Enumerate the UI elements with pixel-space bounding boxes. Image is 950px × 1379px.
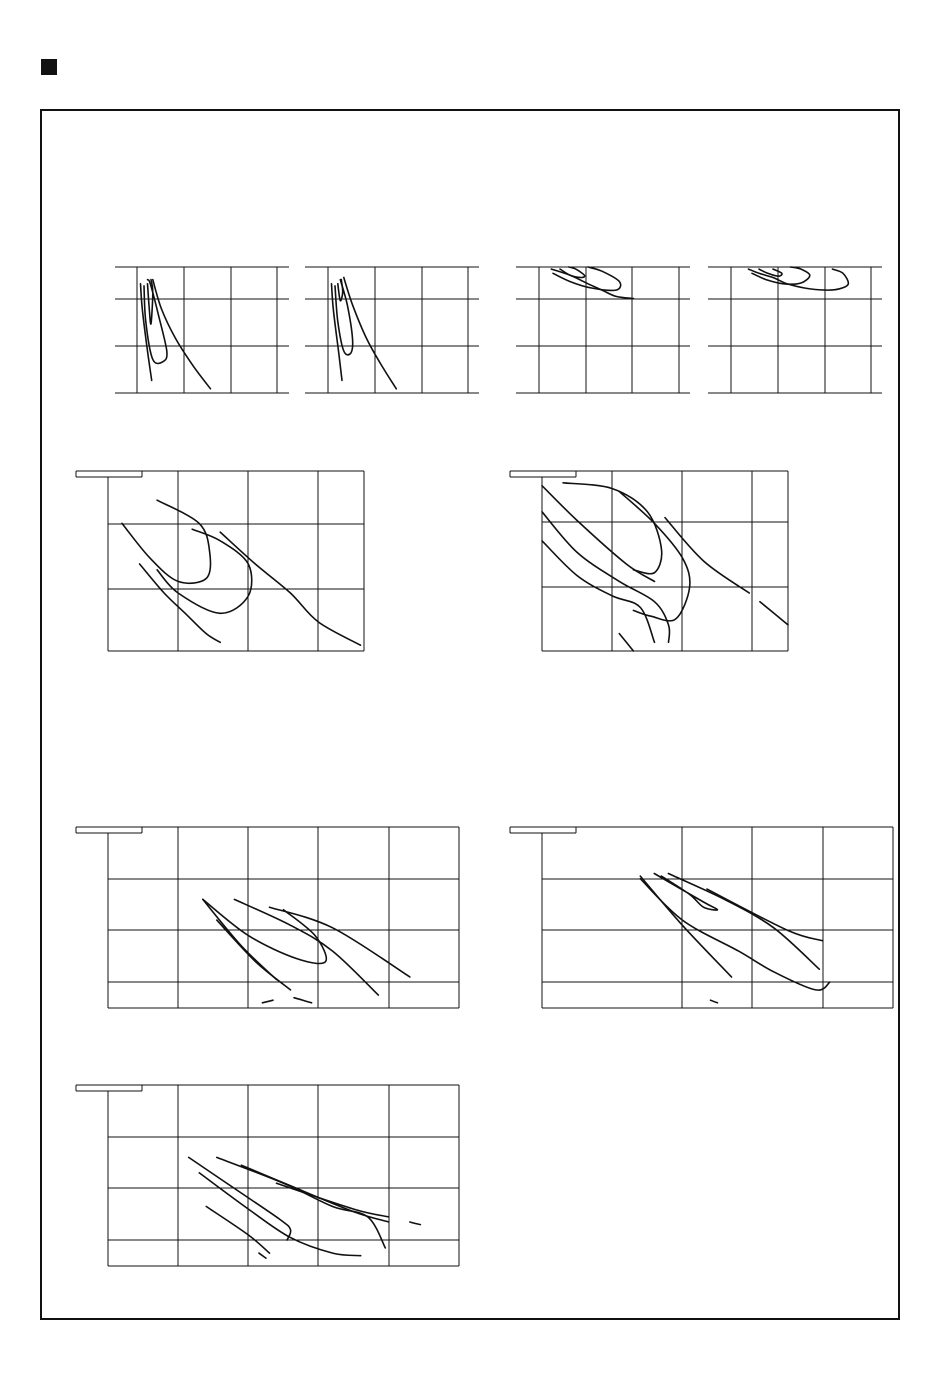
medium-chart-2	[509, 470, 791, 654]
curves	[122, 500, 361, 645]
curve-1	[122, 500, 211, 583]
curve-6	[711, 1000, 718, 1003]
curves	[203, 899, 410, 1002]
medium-chart-1	[75, 470, 367, 654]
large-chart-2	[509, 826, 896, 1011]
small-chart-1	[115, 266, 291, 396]
large-chart-3	[75, 1084, 462, 1269]
curve-5	[241, 1165, 388, 1222]
curve-2	[640, 879, 830, 990]
large-chart-1	[75, 826, 462, 1011]
curve-3	[560, 267, 585, 278]
curve-7	[665, 518, 749, 593]
curve-7	[259, 1253, 266, 1258]
small-chart-4	[708, 266, 884, 396]
curve-1	[141, 284, 152, 381]
curve-1	[203, 899, 277, 979]
curve-3	[206, 1207, 269, 1254]
curve-4	[234, 899, 378, 995]
small-chart-3	[516, 266, 692, 396]
grid	[516, 267, 690, 393]
curves	[332, 278, 397, 389]
curve-8	[760, 602, 788, 625]
curve-2	[542, 512, 670, 643]
small-chart-2	[305, 266, 481, 396]
filled-square-icon	[41, 59, 57, 75]
curves	[542, 483, 788, 651]
curve-3	[148, 280, 153, 325]
curve-4	[153, 280, 211, 389]
curve-4	[217, 1157, 385, 1248]
curve-8	[410, 1222, 421, 1225]
curve-7	[294, 998, 312, 1003]
curve-5	[707, 889, 823, 941]
curves	[189, 1157, 421, 1258]
curves	[141, 280, 211, 389]
curves	[551, 267, 633, 299]
grid	[510, 827, 893, 1008]
curves	[749, 267, 849, 290]
grid	[76, 827, 459, 1008]
curve-3	[203, 899, 327, 963]
curves	[640, 874, 830, 1003]
curve-4	[619, 634, 633, 651]
curve-6	[262, 1000, 273, 1003]
curve-3	[338, 280, 343, 301]
